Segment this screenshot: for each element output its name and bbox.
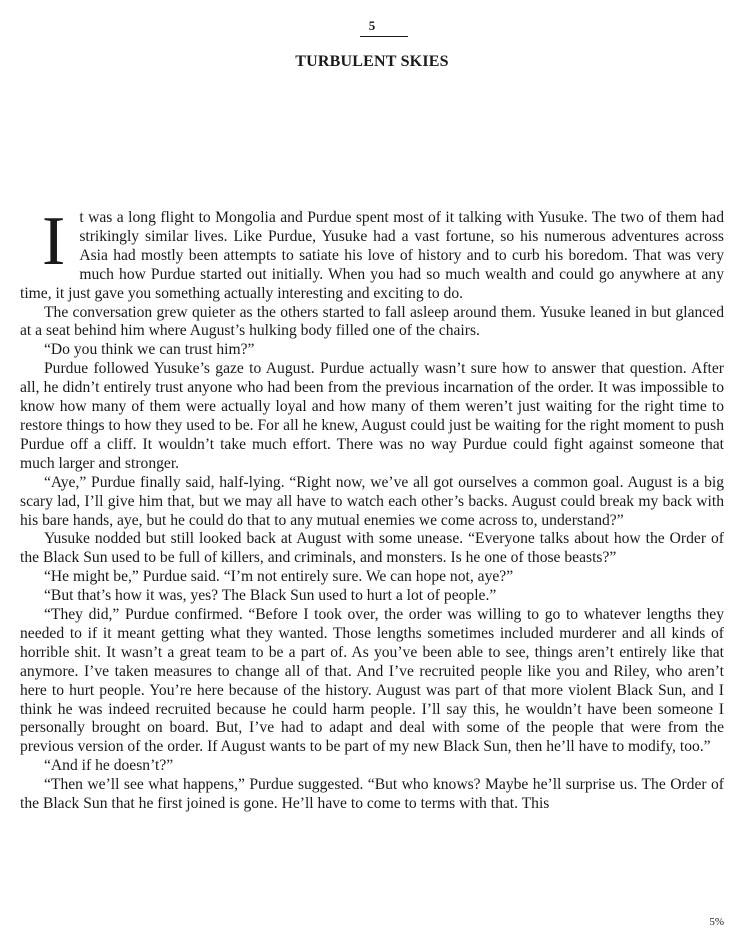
paragraph-2: The conversation grew quieter as the others started to fall asleep around them. Yusuke leaned in but glanced at a seat behind him where August’s hulking body filled one of the chairs. xyxy=(20,303,724,340)
paragraph-6: Yusuke nodded but still looked back at August with some unease. “Everyone talks about how the Order of the Black Sun used to be full of killers, and criminals, and monsters. Is he one of those beasts?” xyxy=(20,530,724,567)
paragraph-4: Purdue followed Yusuke’s gaze to August. Purdue actually wasn’t sure how to answer that question. After all, he didn’t entirely trust anyone who had been from the previous incarnation of the order. It was impossible to know how many of them were actually loyal and how many of them weren’t just waiting for the right time to restore things to how they used to be. For all he knew, August could just be waiting for the right moment to push Purdue off a cliff. It wouldn’t take much effort. There was no way Purdue could fight against someone that much larger and stronger. xyxy=(20,360,724,472)
chapter-title: TURBULENT SKIES xyxy=(295,53,449,70)
paragraph-11: “Then we’ll see what happens,” Purdue suggested. “But who knows? Maybe he’ll surprise us. The Order of the Black Sun that he first joined is gone. He’ll have to come to terms with that. This xyxy=(20,776,724,813)
chapter-number: 5 xyxy=(368,18,376,33)
chapter-body xyxy=(20,203,724,814)
paragraph-7: “He might be,” Purdue said. “I’m not entirely sure. We can hope not, aye?” xyxy=(44,568,514,586)
paragraph-8: “But that’s how it was, yes? The Black Sun used to hurt a lot of people.” xyxy=(44,587,497,605)
paragraph-9: “They did,” Purdue confirmed. “Before I took over, the order was willing to go to whatever lengths they needed to if it meant getting what they wanted. Those lengths sometimes included murderer and all kinds of horrible shit. It wasn’t a great team to be a part of. As you’ve been able to see, things aren’t entirely like that anymore. I’ve taken measures to change all of that. And I’ve recruited people like you and Riley, who aren’t here to hurt people. You’re here because of the history. August was part of that more violent Black Sun, and I think he was indeed recruited because he could harm people. I’ll say this, he wouldn’t have been someone I personally brought on board. But, I’ve had to adapt and deal with some of the people that were from the previous version of the order. If August wants to be part of my new Black Sun, then he’ll have to modify, too.” xyxy=(20,606,724,756)
chapter-number-rule xyxy=(360,36,408,37)
paragraph-text: t was a long flight to Mongolia and Purdue spent most of it talking with Yusuke. The two of them had strikingly similar lives. Like Purdue, Yusuke had a vast fortune, so his numerous adventures across Asia had mostly been attempts to satiate his love of history and to curb his boredom. That was very much how Purdue started out initially. When you had so much wealth and could go anywhere at any time, it just gave you something actually interesting and exciting to do. xyxy=(20,209,724,302)
paragraph-10: “And if he doesn’t?” xyxy=(44,757,174,775)
drop-cap: I xyxy=(42,203,66,280)
paragraph-1 xyxy=(20,203,724,304)
paragraph-3: “Do you think we can trust him?” xyxy=(44,341,255,359)
paragraph-5: “Aye,” Purdue finally said, half-lying. “Right now, we’ve all got ourselves a common goal. August is a big scary lad, I’ll give him that, but we may all have to watch each other’s backs. August could break my back with his bare hands, aye, but he could do that to any mutual enemies we come across to, understand?” xyxy=(20,473,724,529)
reading-progress: 5% xyxy=(709,916,724,928)
